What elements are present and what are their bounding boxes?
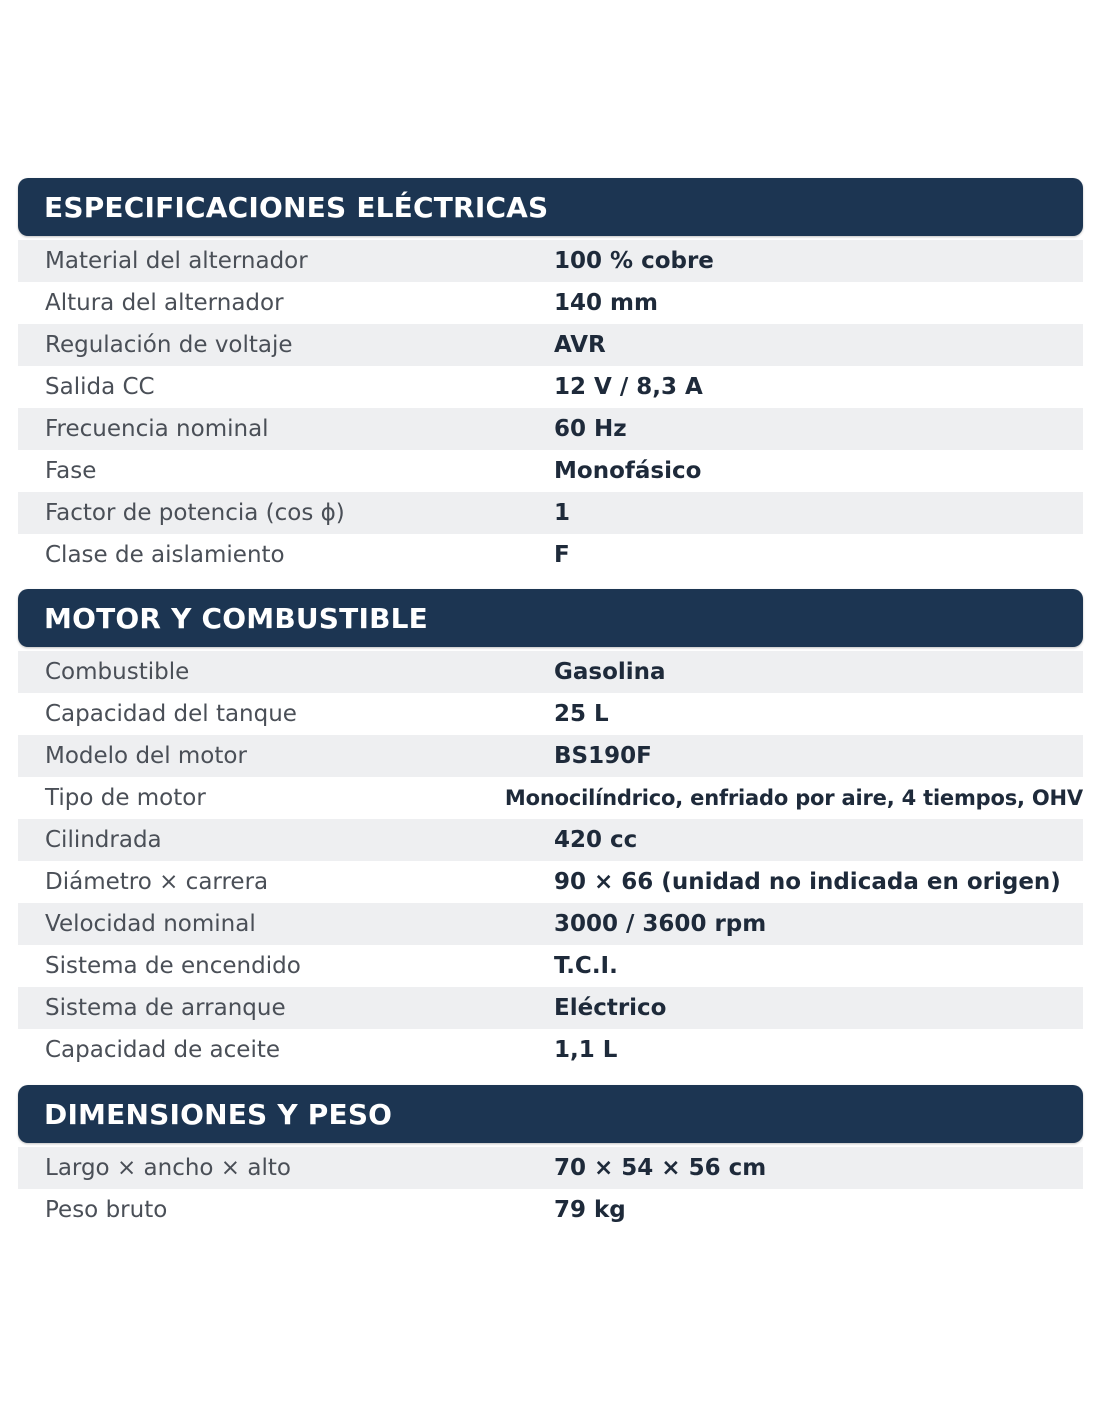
spec-row [18, 408, 1083, 450]
spec-row [18, 735, 1083, 777]
spec-label: Material del alternador [45, 248, 308, 274]
spec-table [18, 240, 1083, 576]
spec-label: Tipo de motor [45, 785, 206, 811]
spec-row [18, 450, 1083, 492]
spec-value: 25 L [554, 701, 609, 727]
spec-value: 70 × 54 × 56 cm [554, 1155, 767, 1181]
spec-value: BS190F [554, 743, 652, 769]
spec-row [18, 819, 1083, 861]
spec-label: Cilindrada [45, 827, 162, 853]
spec-row [18, 492, 1083, 534]
spec-label: Modelo del motor [45, 743, 247, 769]
spec-value: 79 kg [554, 1197, 626, 1223]
section-gap [18, 1071, 1083, 1085]
spec-row [18, 534, 1083, 576]
spec-value: 1,1 L [554, 1037, 618, 1063]
spec-label: Frecuencia nominal [45, 416, 269, 442]
spec-row [18, 324, 1083, 366]
spec-label: Altura del alternador [45, 290, 284, 316]
spec-label: Regulación de voltaje [45, 332, 293, 358]
spec-value: 1 [554, 500, 571, 526]
spec-row [18, 366, 1083, 408]
section-title: ESPECIFICACIONES ELÉCTRICAS [44, 190, 549, 224]
section-engine-fuel [18, 589, 1083, 1071]
spec-row [18, 651, 1083, 693]
section-gap [18, 576, 1083, 589]
spec-value: T.C.I. [554, 953, 618, 979]
spec-row [18, 693, 1083, 735]
spec-label: Largo × ancho × alto [45, 1155, 291, 1181]
section-title: MOTOR Y COMBUSTIBLE [44, 601, 428, 635]
spec-label: Capacidad del tanque [45, 701, 297, 727]
spec-value: 60 Hz [554, 416, 627, 442]
spec-value: AVR [554, 332, 606, 358]
section-title: DIMENSIONES Y PESO [44, 1097, 393, 1131]
spec-table [18, 651, 1083, 1071]
spec-label: Diámetro × carrera [45, 869, 269, 895]
section-electrical-specs [18, 178, 1083, 576]
spec-row [18, 987, 1083, 1029]
spec-table [18, 1147, 1083, 1231]
section-header [18, 589, 1083, 647]
spec-sheet [18, 178, 1083, 1231]
spec-value: Monocilíndrico, enfriado por aire, 4 tiempos, OHV [504, 786, 1083, 810]
spec-label: Sistema de arranque [45, 995, 286, 1021]
spec-label: Factor de potencia (cos ϕ) [45, 500, 345, 526]
spec-value: 3000 / 3600 rpm [554, 911, 767, 937]
spec-value: F [554, 542, 570, 568]
spec-value: 140 mm [554, 290, 658, 316]
section-header [18, 178, 1083, 236]
spec-row [18, 903, 1083, 945]
spec-label: Combustible [45, 659, 190, 685]
spec-row [18, 1147, 1083, 1189]
spec-row [18, 1189, 1083, 1231]
spec-label: Fase [45, 458, 97, 484]
spec-label: Capacidad de aceite [45, 1037, 280, 1063]
spec-value: Eléctrico [554, 995, 667, 1021]
spec-value: 90 × 66 (unidad no indicada en origen) [554, 869, 1061, 895]
spec-row [18, 777, 1083, 819]
spec-label: Clase de aislamiento [45, 542, 285, 568]
spec-value: 12 V / 8,3 A [554, 374, 703, 400]
spec-value: Gasolina [554, 659, 666, 685]
section-dimensions-weight [18, 1085, 1083, 1231]
spec-row [18, 945, 1083, 987]
spec-value: Monofásico [554, 458, 702, 484]
spec-row [18, 282, 1083, 324]
spec-row [18, 240, 1083, 282]
section-header [18, 1085, 1083, 1143]
spec-value: 100 % cobre [554, 248, 714, 274]
spec-row [18, 861, 1083, 903]
spec-value: 420 cc [554, 827, 638, 853]
spec-label: Salida CC [45, 374, 155, 400]
spec-label: Peso bruto [45, 1197, 168, 1223]
spec-row [18, 1029, 1083, 1071]
spec-label: Velocidad nominal [45, 911, 256, 937]
spec-label: Sistema de encendido [45, 953, 301, 979]
